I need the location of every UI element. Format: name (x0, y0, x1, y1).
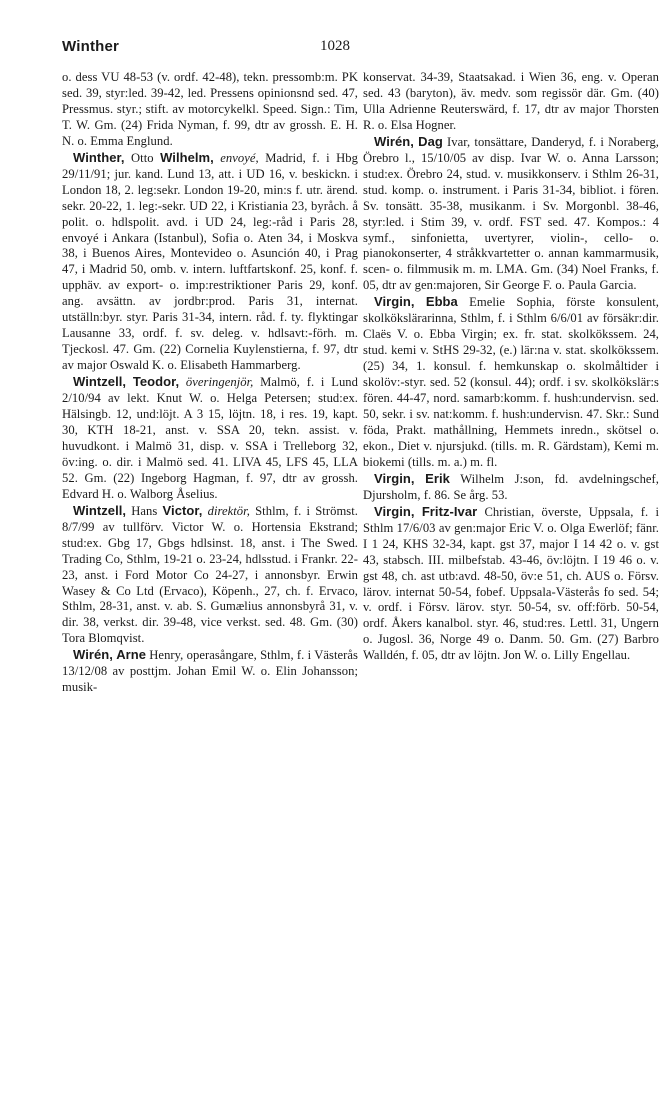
entry-surname: Winther, (73, 149, 125, 165)
entry-surname: Virgin, (374, 470, 415, 486)
entry-occupation: envoyé, (213, 150, 259, 165)
left-column (62, 70, 358, 696)
page-number: 1028 (320, 38, 350, 54)
entry-given-name: Wilhelm, (160, 149, 214, 165)
entry-given-name: Victor, (162, 502, 203, 518)
entry-given-name: Ebba (425, 294, 458, 310)
entry-virgin-ebba (363, 294, 659, 470)
entry-text: Emelie Sophia, förste konsulent, skolkökslärarinna, Sthlm, f. i Sthlm 6/6/01 av försäkr:dir. Claës V. o. Ebba Virgin; ex. fr. stat. skolkökssem. 24, stud. kemi v. StHS 29-32, (e.) lär:na v. stat. skolkökssem. (25) 34, 1. konsul. f. hemkunskap o. skolmåltider i skolöv:-styr. sed. 52 (konsul. 44); ordf. i sv. skolkökslär:s fören. 44-47, nord. samarb:komm. f. hush:undervisn. sed. 50, sekr. i sv. nat:komm. f. hush:undervisn. 47. Skr.: Sund föda, Prakt. mathållning, Hemmets inredn., skötsel o. ekon., Diet v. njursjukd. (tills. m. R. Gärdstam), Kemi m. biokemi (tills. m. a.) m. fl. (363, 295, 659, 469)
entry-given-name: Erik (425, 470, 450, 486)
entry-wiren-arne (62, 647, 358, 696)
entry-wintzell-hans (62, 503, 358, 648)
entry-text: Ivar, tonsättare, Danderyd, f. i Noraberg, Örebro l., 15/10/05 av disp. Ivar W. o. Anna Larsson; stud:ex. Örebro 24, stud. v. musikkonserv. i Sthlm 26-31, stud. komp. o. instrument. i Paris 31-34, bibliot. i fören. Sv. tonsätt. 35-38, musikanm. i Sv. Morgonbl. 38-46, styr:led. i Stim 39, v. ordf. FST sed. 47. Kompos.: 4 symf., sinfonietta, uvertyrer, violin-, cello- o. pianokonserter, 4 stråkkvartetter o. annan kammarmusik, scen- o. filmmusik m. m. LMA. Gm. (34) Noel Franks, f. 05, dtr av gen:majoren, Sir George F. o. Paula Garcia. (363, 134, 659, 293)
entry-given-name: Arne (116, 647, 147, 663)
entry-virgin-erik (363, 471, 659, 504)
entry-fragment (415, 472, 426, 486)
entry-surname: Wirén, (73, 647, 113, 663)
entry-winther-otto (62, 150, 358, 374)
entry-text: Henry, operasångare, Sthlm, f. i Västerås 13/12/08 av posttjm. Johan Emil W. o. Elin Johansson; musik- (62, 648, 358, 695)
entry-surname: Wintzell, (73, 502, 127, 518)
entry-text: Wilhelm J:son, fd. avdelningschef, Djursholm, f. 86. Se årg. 53. (363, 471, 659, 502)
entry-fragment: konservat. 34-39, Staatsakad. i Wien 36, eng. v. Operan sed. 43 (baryton), äv. medv. som regissör där. Gm. (40) Ulla Adrienne Reuterswärd, f. 17, dtr av major Thorsten R. o. Elsa Hogner. (363, 70, 659, 132)
entry-fragment: Otto (124, 150, 161, 165)
right-column (363, 70, 659, 664)
entry-wiren-dag (363, 134, 659, 295)
entry-surname: Virgin, (374, 503, 415, 519)
entry-given-name: Dag (418, 133, 443, 149)
entry-surname: Wirén, (374, 133, 414, 149)
entry-wintzell-teodor (62, 374, 358, 503)
entry-occupation: överingenjör, (179, 375, 254, 390)
entry-given-name: Fritz-Ivar (421, 503, 478, 519)
entry-surname: Wintzell, (73, 374, 127, 390)
continuation-text (363, 70, 659, 134)
running-head: Winther (62, 38, 120, 55)
entry-text: Sthlm, f. i Strömst. 8/7/99 av tullförv. Victor W. o. Hortensia Ekstrand; stud:ex. Gbg 17, Gbgs hdlsinst. 18, anst. i The Swed. Trading Co, Sthlm, 19-21 o. 23-24, hdlsstud. i Frankr. 22-23, anst. i Ford Motor Co 24-27, i annonsbyr. Erwin Wasey & Co Ltd (Ervaco), Köpenh., 27, ch. f. Ervaco, Sthlm, 28-31, anst. v. ab. S. Gumælius annonsbyrå 31, v. dir. 38, verkst. dir. 39-48, vice verkst. sed. 48. Gm. (30) Tora Blomqvist. (62, 503, 358, 646)
entry-text: Malmö, f. i Lund 2/10/94 av lekt. Knut W. o. Helga Petersen; stud:ex. Hälsingb. 12, und:löjt. A 3 15, löjtn. 18, i res. 19, kapt. 30, KTH 18-21, anst. v. SSA 20, tekn. assist. v. huvudkont. i Malmö 31, disp. v. SSA i Trelleborg 32, öv:ing. o. dir. i Malmö sed. 41. LIVA 45, LFS 45, LLA 52. Gm. (22) Ingeborg Hagman, f. 97, dtr av grossh. Edvard H. o. Walborg Åselius. (62, 375, 359, 501)
entry-fragment (415, 295, 426, 309)
entry-virgin-fritz-ivar (363, 504, 659, 665)
entry-occupation: direktör, (202, 503, 250, 518)
entry-given-name: Teodor, (132, 374, 180, 390)
entry-fragment: o. dess VU 48-53 (v. ordf. 42-48), tekn. pressomb:m. PK sed. 39, styr:led. 39-42, led. Pressens opinionsnd sed. 47, Pressmus. styr.; stift. av motorcykelkl. Speed. Sign.: Tim, T. W. Gm. (24) Frida Nyman, f. 99, dtr av grossh. E. H. N. o. Emma Englund. (62, 70, 358, 148)
entry-text: Madrid, f. i Hbg 29/11/91; jur. kand. Lund 13, att. i UD 16, v. beskickn. i London 18, 2. leg:sekr. London 19-20, min:s f. utr. ärend. sekr. 20-22, 1. leg:-sekr. UD 22, i Kristiania 23, byråch. å polit. o. hdlspolit. avd. i UD 24, leg:-råd i Paris 28, envoyé i Ankara (Istanbul), Sofia o. Aten 34, i Moskva 38, i Buenos Aires, Montevideo o. Asunción 40, i Prag 47, i Madrid 50, omb. v. intern. luftfartskonf. 25, konf. f. upphäv. av export- o. imp:restriktioner Paris 29, konf. ang. avsättn. av jordbr:prod. Paris 31, internat. utställn:byr. styr. Paris 31-34, intern. råd. f. ty. flyktingar Lausanne 33, ordf. f. sv. deleg. v. hdlsavt:-förh. m. Tjeckosl. 47. Gm. (22) Cornelia Kuylenstierna, f. 97, dtr av major Oswald K. o. Elisabeth Hammarberg. (62, 150, 358, 373)
continuation-text (62, 70, 358, 150)
entry-fragment: Hans (126, 503, 163, 518)
entry-surname: Virgin, (374, 294, 415, 310)
entry-text: Christian, överste, Uppsala, f. i Sthlm 17/6/03 av gen:major Eric V. o. Olga Ewerlöf; fänr. I 1 24, KHS 32-34, kapt. gst 37, major I 14 42 o. v. gst 43, stabsch. III. milbefstab. 43-46, öv:löjtn. I 19 46 o. v. gst 48, ch. ast utb:avd. 48-50, öv:e 51, ch. AUS o. Försv. lärov. internat 50-54, fobef. Uppsala-Västerås fo sed. 54; v. ordf. i Försv. lärov. styr. 50-54, sv. off:förb. 50-54, ordf. Åkers kanalbol. styr. 46, stud:res. Lettl. 31, Ungern o. Jugosl. 36, Norge 49 o. Danm. 50. Gm. (27) Barbro Walldén, f. 05, dtr av löjtn. Jon W. o. Lilly Engellau. (363, 504, 659, 663)
page-header (62, 38, 642, 60)
entry-fragment (126, 375, 133, 389)
entry-fragment (415, 505, 422, 519)
